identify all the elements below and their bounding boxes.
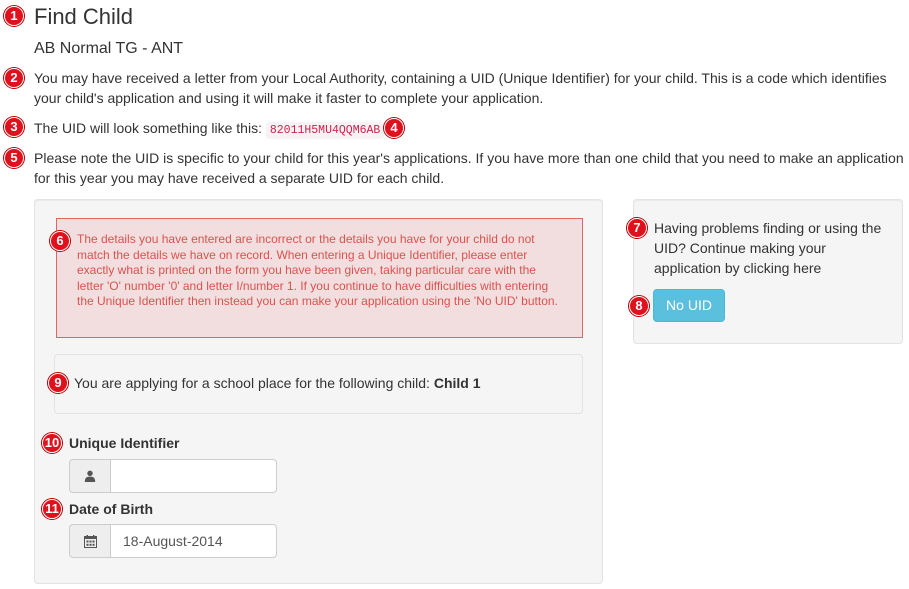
page-title: Find Child xyxy=(34,4,134,29)
annotation-badge-7: 7 xyxy=(627,218,647,238)
annotation-badge-5: 5 xyxy=(4,148,24,168)
uid-example-line xyxy=(34,118,384,141)
dob-input[interactable] xyxy=(110,524,277,558)
child-name: Child 1 xyxy=(433,375,481,391)
applying-label: You are applying for a school place for the following child: xyxy=(74,375,430,391)
annotation-badge-3: 3 xyxy=(4,117,24,137)
intro-paragraph: You may have received a letter from your Local Authority, containing a UID (Unique Identifier) for your child. This is a code which identifies your child's application and using it will make it faster to complete your application. xyxy=(34,70,887,106)
calendar-icon[interactable] xyxy=(69,524,110,558)
no-uid-button[interactable]: No UID xyxy=(653,289,725,322)
left-margin xyxy=(0,0,27,589)
annotation-badge-8: 8 xyxy=(629,296,649,316)
uid-example-code: 82011H5MU4QQM6AB xyxy=(266,122,384,139)
annotation-badge-6: 6 xyxy=(50,231,70,251)
uid-field-label: Unique Identifier xyxy=(69,435,180,451)
page-subtitle: AB Normal TG - ANT xyxy=(34,40,184,57)
annotation-badge-4: 4 xyxy=(384,118,404,138)
uid-note-paragraph: Please note the UID is specific to your child for this year's applications. If you have more than one child that you need to make an application for this year you may have received a separate UID for each child. xyxy=(34,150,904,186)
annotation-badge-2: 2 xyxy=(4,68,24,88)
annotation-badge-1: 1 xyxy=(4,6,24,26)
annotation-badge-10: 10 xyxy=(42,433,62,453)
error-alert: The details you have entered are incorrect or the details you have for your child do not match the details we have on record. When entering a Unique Identifier, please enter exactly what is printed on the form you have been given, taking particular care with the letter 'O' number '0' and letter I/number 1. If you continue to have difficulties with entering the Unique Identifier then instead you can make your application using the 'No UID' button. xyxy=(56,218,583,338)
dob-input-group xyxy=(69,524,277,558)
dob-field-label: Date of Birth xyxy=(69,501,153,517)
annotation-badge-9: 9 xyxy=(48,373,68,393)
uid-input-group xyxy=(69,459,277,493)
annotation-badge-11: 11 xyxy=(42,499,62,519)
uid-example-label: The UID will look something like this: xyxy=(34,120,262,136)
uid-input[interactable] xyxy=(110,459,277,493)
user-icon xyxy=(69,459,110,493)
no-uid-help-text: Having problems finding or using the UID? Continue making your application by clicking here xyxy=(654,220,882,276)
child-info-text xyxy=(74,373,481,393)
